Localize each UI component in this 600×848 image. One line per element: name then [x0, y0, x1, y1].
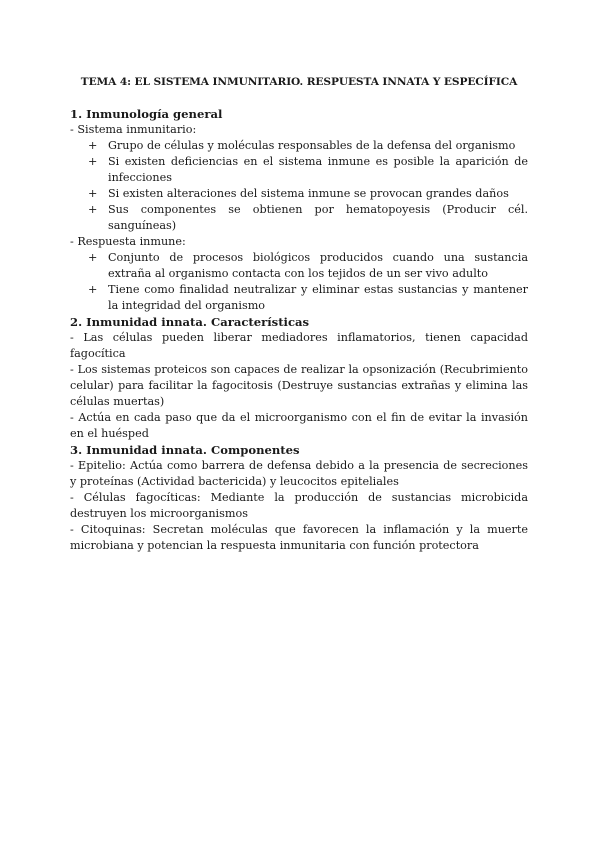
list-item: + Conjunto de procesos biológicos producidos cuando una sustancia extraña al organismo contacta con los tejidos de un ser vivo adulto: [88, 251, 528, 280]
paragraph-line: - Los sistemas proteicos son capaces de realizar la opsonización (Recubrimiento celular) para facilitar la fagocitosis (Destruye sustancias extrañas y elimina las células muertas): [70, 363, 528, 408]
bullet-plus-icon: +: [88, 139, 98, 152]
bullet-plus-icon: +: [88, 203, 98, 216]
paragraph-line: - Actúa en cada paso que da el microorganismo con el fin de evitar la invasión en el huésped: [70, 411, 528, 440]
paragraph-line: - Citoquinas: Secretan moléculas que favorecen la inflamación y la muerte microbiana y potencian la respuesta inmunitaria con función protectora: [70, 523, 528, 552]
section-heading-3: 3. Inmunidad innata. Componentes: [70, 443, 300, 457]
paragraph-line: - Células fagocíticas: Mediante la producción de sustancias microbicida destruyen los microorganismos: [70, 491, 528, 520]
section-heading-2: 2. Inmunidad innata. Características: [70, 315, 310, 329]
bullet-plus-icon: +: [88, 251, 98, 264]
list-item: + Tiene como finalidad neutralizar y eliminar estas sustancias y mantener la integridad del organismo: [88, 283, 528, 312]
bullet-plus-icon: +: [88, 187, 98, 200]
document-page: [70, 74, 528, 554]
list-item: + Si existen deficiencias en el sistema inmune es posible la aparición de infecciones: [88, 155, 528, 184]
list-item: + Grupo de células y moléculas responsables de la defensa del organismo: [88, 139, 516, 152]
subsection-sistema-inmunitario: - Sistema inmunitario:: [70, 123, 197, 136]
bullet-list-sistema-inmunitario: [70, 138, 528, 234]
list-item: + Sus componentes se obtienen por hematopoyesis (Producir cél. sanguíneas): [88, 203, 528, 232]
paragraph-line: - Epitelio: Actúa como barrera de defensa debido a la presencia de secreciones y proteínas (Actividad bactericida) y leucocitos epiteliales: [70, 459, 528, 488]
list-item: + Si existen alteraciones del sistema inmune se provocan grandes daños: [88, 187, 509, 200]
subsection-respuesta-inmune: - Respuesta inmune:: [70, 235, 186, 248]
bullet-plus-icon: +: [88, 283, 98, 296]
document-title: TEMA 4: EL SISTEMA INMUNITARIO. RESPUESTA INNATA Y ESPECÍFICA: [80, 76, 518, 88]
section-heading-1: 1. Inmunología general: [70, 107, 223, 121]
bullet-list-respuesta-inmune: [70, 250, 528, 314]
bullet-plus-icon: +: [88, 155, 98, 168]
paragraph-line: - Las células pueden liberar mediadores inflamatorios, tienen capacidad fagocítica: [70, 331, 528, 360]
